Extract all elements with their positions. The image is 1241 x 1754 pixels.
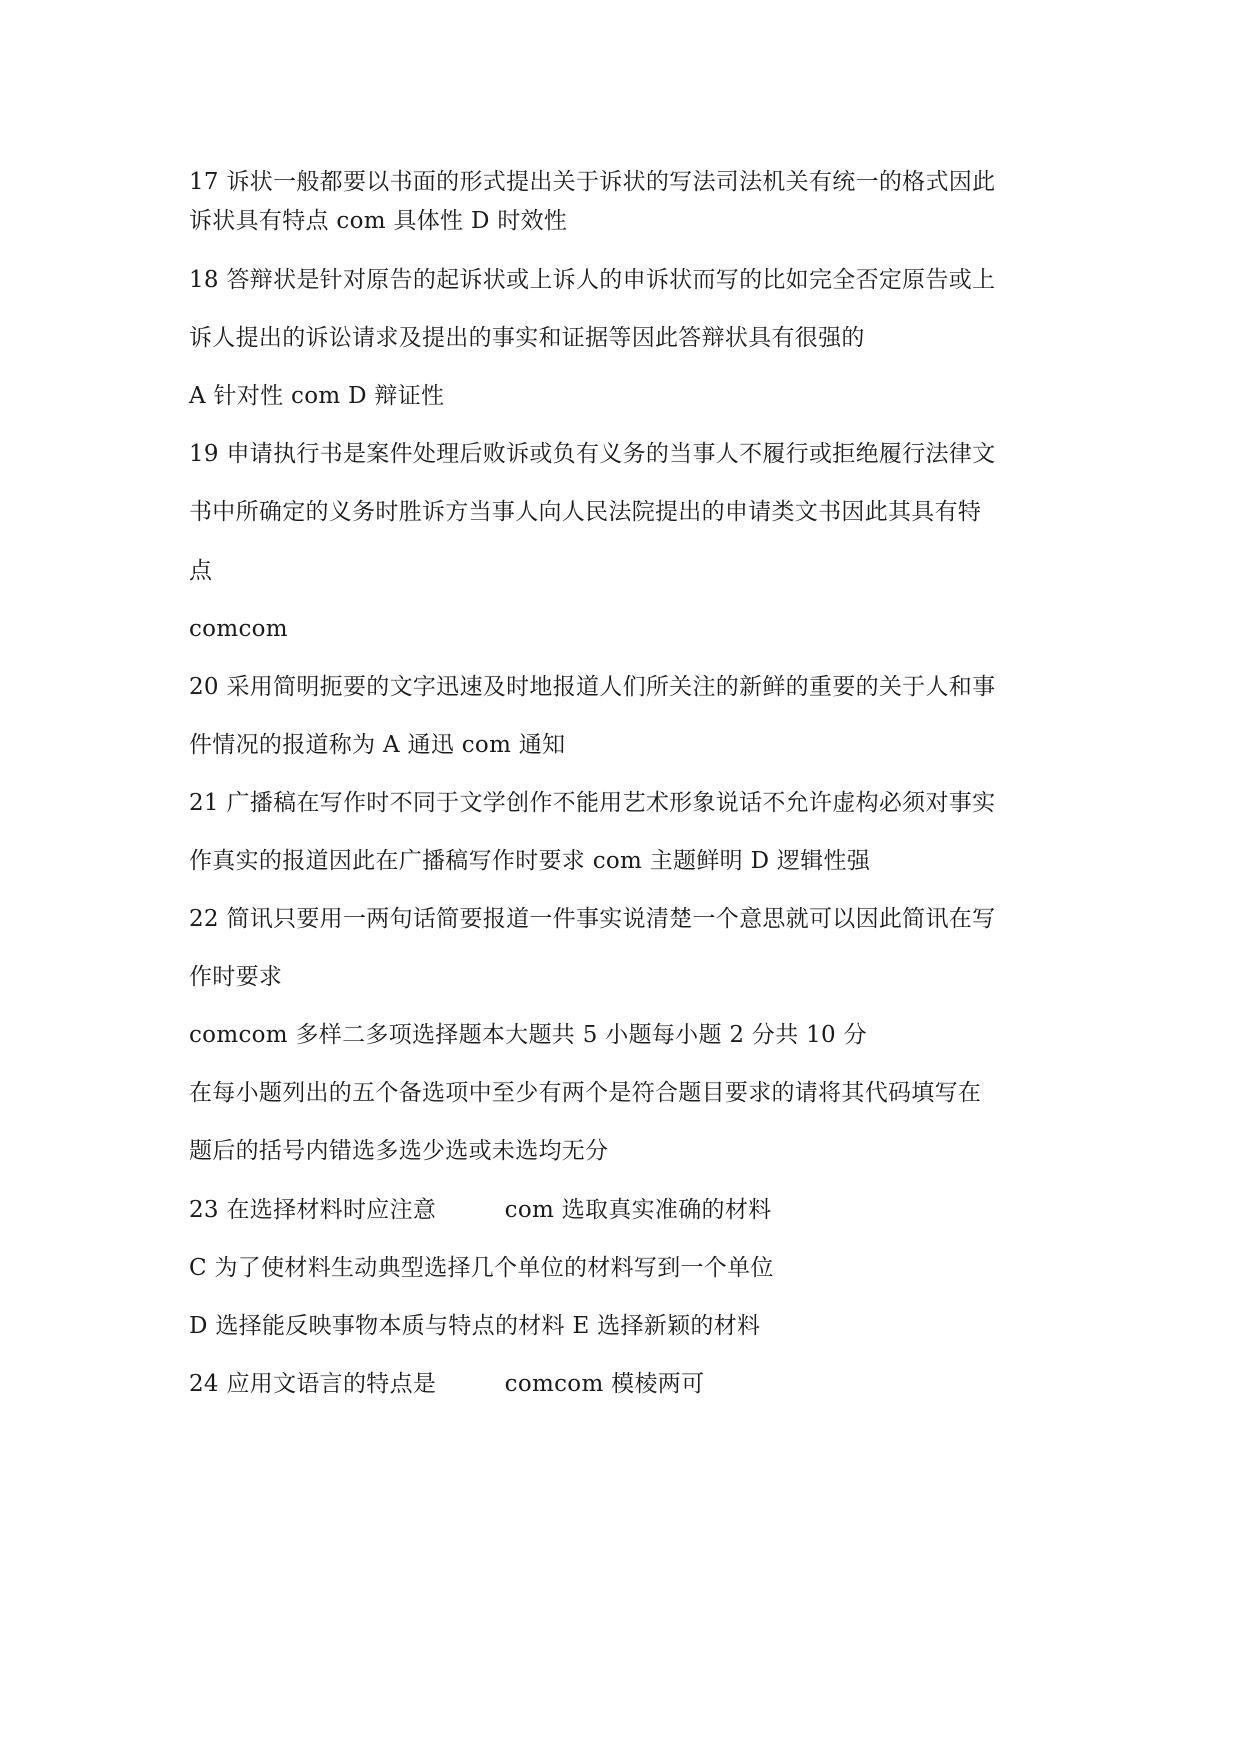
- text-line-q17-a: 17 诉状一般都要以书面的形式提出关于诉状的写法司法机关有统一的格式因此: [189, 169, 996, 195]
- text-line-q19-a: 19 申请执行书是案件处理后败诉或负有义务的当事人不履行或拒绝履行法律文: [189, 441, 996, 467]
- text-line-instructions-b: 题后的括号内错选多选少选或未选均无分: [189, 1138, 609, 1164]
- text-line-q22-a: 22 简讯只要用一两句话简要报道一件事实说清楚一个意思就可以因此简讯在写: [189, 906, 996, 932]
- text-line-q21-a: 21 广播稿在写作时不同于文学创作不能用艺术形象说话不允许虚构必须对事实: [189, 790, 996, 816]
- text-line-q19-c: 点: [189, 558, 213, 584]
- text-line-q20-a: 20 采用简明扼要的文字迅速及时地报道人们所关注的新鲜的重要的关于人和事: [189, 674, 996, 700]
- text-line-q19-b: 书中所确定的义务时胜诉方当事人向人民法院提出的申请类文书因此其具有特: [189, 499, 982, 525]
- text-line-q19-options: comcom: [189, 616, 288, 642]
- text-line-q23-d: D 选择能反映事物本质与特点的材料 E 选择新颖的材料: [189, 1313, 761, 1339]
- text-line-q18-options: A 针对性 com D 辩证性: [189, 383, 445, 409]
- text-line-q21-b: 作真实的报道因此在广播稿写作时要求 com 主题鲜明 D 逻辑性强: [189, 848, 871, 874]
- text-line-q23-c: C 为了使材料生动典型选择几个单位的材料写到一个单位: [189, 1255, 774, 1281]
- text-line-q17-b: 诉状具有特点 com 具体性 D 时效性: [189, 208, 568, 234]
- text-line-q22-b: 作时要求: [189, 964, 283, 990]
- text-line-q18-a: 18 答辩状是针对原告的起诉状或上诉人的申诉状而写的比如完全否定原告或上: [189, 267, 996, 293]
- text-line-q18-b: 诉人提出的诉讼请求及提出的事实和证据等因此答辩状具有很强的: [189, 325, 865, 351]
- text-line-instructions-a: 在每小题列出的五个备选项中至少有两个是符合题目要求的请将其代码填写在: [189, 1080, 982, 1106]
- text-line-q23-a: 23 在选择材料时应注意 com 选取真实准确的材料: [189, 1197, 772, 1223]
- text-line-section-heading: comcom 多样二多项选择题本大题共 5 小题每小题 2 分共 10 分: [189, 1022, 867, 1048]
- text-line-q20-b: 件情况的报道称为 A 通迅 com 通知: [189, 732, 566, 758]
- text-line-q24: 24 应用文语言的特点是 comcom 模棱两可: [189, 1371, 705, 1397]
